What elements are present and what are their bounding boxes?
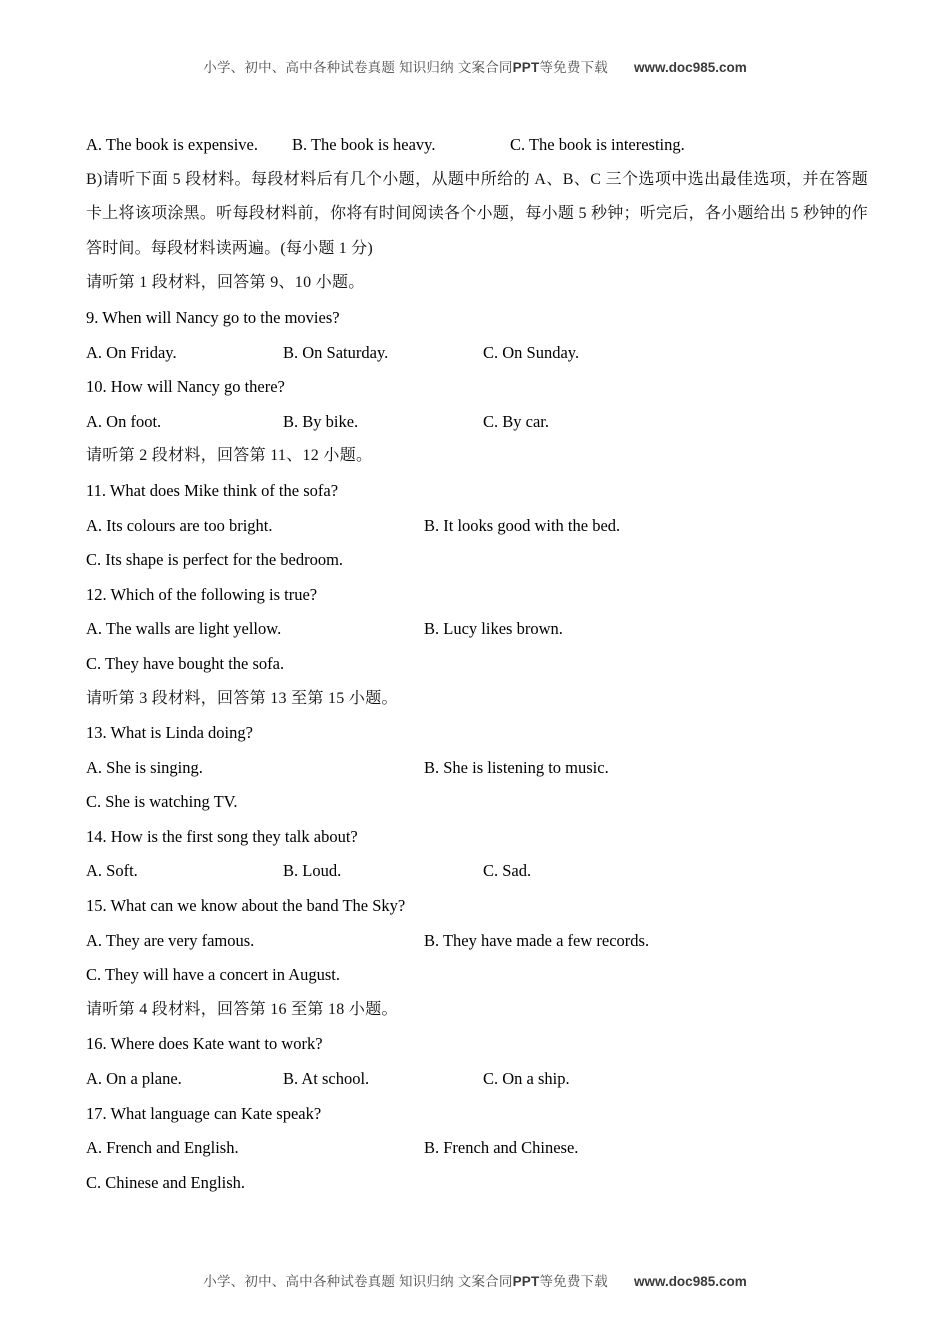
option-c: C. On Sunday. bbox=[483, 342, 580, 362]
option-a: A. On a plane. bbox=[86, 1069, 182, 1089]
question-9-options bbox=[86, 336, 868, 371]
option-c: C. On a ship. bbox=[483, 1069, 570, 1089]
directive-material-1: 请听第 1 段材料，回答第 9、10 小题。 bbox=[86, 274, 365, 292]
option-b: B. Lucy likes brown. bbox=[424, 619, 563, 639]
question-15-stem: 15. What can we know about the band The Sky? bbox=[86, 896, 406, 916]
option-a: A. French and English. bbox=[86, 1138, 239, 1158]
question-15-options-row1 bbox=[86, 924, 868, 959]
question-17-options-row1 bbox=[86, 1131, 868, 1166]
question-13-stem: 13. What is Linda doing? bbox=[86, 723, 253, 743]
question-12-options-row1 bbox=[86, 612, 868, 647]
question-10-stem: 10. How will Nancy go there? bbox=[86, 377, 285, 397]
header-watermark bbox=[0, 56, 950, 76]
question-15-option-c: C. They will have a concert in August. bbox=[86, 965, 341, 985]
question-8-options bbox=[86, 128, 868, 163]
option-b: B. She is listening to music. bbox=[424, 757, 609, 777]
question-11-options-row1 bbox=[86, 509, 868, 544]
watermark-text-after: 等免费下载 bbox=[539, 60, 608, 75]
question-11-stem: 11. What does Mike think of the sofa? bbox=[86, 480, 339, 500]
option-b: B. By bike. bbox=[283, 411, 359, 431]
directive-material-4: 请听第 4 段材料，回答第 16 至第 18 小题。 bbox=[86, 1000, 398, 1018]
question-12-stem: 12. Which of the following is true? bbox=[86, 584, 318, 604]
option-c: C. By car. bbox=[483, 411, 549, 431]
option-a: A. Soft. bbox=[86, 861, 138, 881]
option-a: A. On foot. bbox=[86, 411, 162, 431]
question-16-options bbox=[86, 1062, 868, 1097]
question-17-option-c: C. Chinese and English. bbox=[86, 1172, 246, 1192]
question-9-stem: 9. When will Nancy go to the movies? bbox=[86, 307, 340, 327]
option-c: C. Sad. bbox=[483, 861, 532, 881]
option-a: A. The walls are light yellow. bbox=[86, 619, 282, 639]
question-12-option-c: C. They have bought the sofa. bbox=[86, 653, 285, 673]
watermark-site: www.doc985.com bbox=[633, 60, 747, 75]
option-b: B. They have made a few records. bbox=[424, 930, 650, 950]
option-a: A. On Friday. bbox=[86, 342, 177, 362]
watermark-text-before: 小学、初中、高中各种试卷真题 知识归纳 文案合同 bbox=[203, 1274, 513, 1289]
footer-watermark bbox=[0, 1270, 950, 1290]
question-10-options bbox=[86, 405, 868, 440]
watermark-text-before: 小学、初中、高中各种试卷真题 知识归纳 文案合同 bbox=[203, 60, 513, 75]
option-b: B. Loud. bbox=[283, 861, 342, 881]
directive-material-2: 请听第 2 段材料，回答第 11、12 小题。 bbox=[86, 447, 373, 465]
question-16-stem: 16. Where does Kate want to work? bbox=[86, 1034, 323, 1054]
option-a: A. Its colours are too bright. bbox=[86, 515, 273, 535]
question-14-options bbox=[86, 854, 868, 889]
option-b: B. It looks good with the bed. bbox=[424, 515, 621, 535]
watermark-site: www.doc985.com bbox=[633, 1274, 747, 1289]
option-a: A. She is singing. bbox=[86, 757, 203, 777]
option-b: B. On Saturday. bbox=[283, 342, 389, 362]
directive-material-3: 请听第 3 段材料，回答第 13 至第 15 小题。 bbox=[86, 689, 398, 707]
option-a: A. The book is expensive. bbox=[86, 135, 259, 154]
section-b-instruction: B)请听下面 5 段材料。每段材料后有几个小题，从题中所给的 A、B、C 三个选项中选出最佳选项，并在答题卡上将该项涂黑。听每段材料前，你将有时间阅读各个小题，每小题 5 秒钟；听完后，各小题给出 5 秒钟的作答时间。每段材料读两遍。(每小题 1 分) bbox=[86, 170, 868, 257]
watermark-ppt: PPT bbox=[512, 1274, 540, 1289]
watermark-text-after: 等免费下载 bbox=[539, 1274, 608, 1289]
question-17-stem: 17. What language can Kate speak? bbox=[86, 1103, 322, 1123]
question-14-stem: 14. How is the first song they talk about? bbox=[86, 826, 358, 846]
question-13-option-c: C. She is watching TV. bbox=[86, 792, 238, 812]
question-13-options-row1 bbox=[86, 751, 868, 786]
watermark-ppt: PPT bbox=[512, 60, 540, 75]
option-b: B. The book is heavy. bbox=[292, 135, 436, 154]
option-b: B. French and Chinese. bbox=[424, 1138, 579, 1158]
question-11-option-c: C. Its shape is perfect for the bedroom. bbox=[86, 550, 344, 570]
document-body bbox=[86, 128, 868, 1200]
option-b: B. At school. bbox=[283, 1069, 370, 1089]
option-a: A. They are very famous. bbox=[86, 930, 255, 950]
option-c: C. The book is interesting. bbox=[510, 135, 685, 154]
